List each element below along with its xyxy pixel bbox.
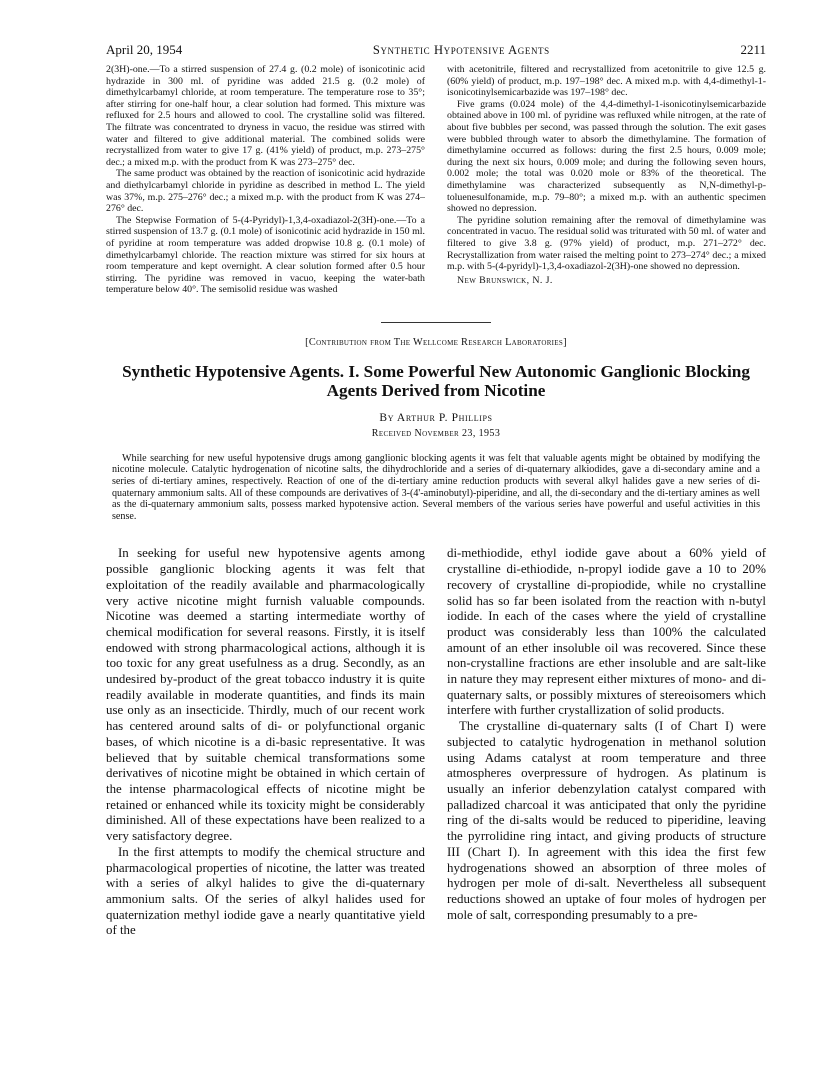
section-divider	[381, 322, 491, 323]
contribution-line: [Contribution from The Wellcome Research Laboratories]	[305, 336, 567, 348]
paragraph: di-methiodide, ethyl iodide gave about a 60% yield of crystalline di-ethiodide, n-propyl iodide gave a 10 to 20% recovery of crystalline di-propiodide, while no crystalline solid has so far been isolated from the reaction with n-butyl iodide. In each of the cases where the yield of crystalline product was considerably less than 100% the calculated amount of an ether insoluble oil was recovered. Since these non-crystalline fractions are ether insoluble and are salt-like in nature they may represent either mixtures of mono- and di-quaternary salts, or possibly mixtures of stereoisomers which interfere with further crystallization of solid products.	[447, 546, 766, 718]
abstract: While searching for new useful hypotensive drugs among ganglionic blocking agents it was felt that valuable agents might be obtained by modifying the nicotine molecule. Catalytic hydrogenation of nicotine salts, the dihydrochloride and a series of di-quaternary alkiodides, gave a di-secondary amine and a series of di-tertiary amines, respectively. Reaction of one of the di-tertiary amine reduction products with several alkyl halides gave a new series of di-quaternary ammonium salts. All of these compounds are derivatives of 3-(4'-aminobutyl)-piperidine, and all, the di-secondary and the di-tertiary amines as well as the di-quaternary ammonium salts, possess marked hypotensive action. Several members of the various series have powerful and useful activities in this sense.	[112, 452, 760, 522]
paragraph: 2(3H)-one.—To a stirred suspension of 27.4 g. (0.2 mole) of isonicotinic acid hydrazide in 300 ml. of pyridine was added 21.5 g. (0.2 mole) of dimethylcarbamyl chloride, at room temperature. The temperature rose to 35°; after stirring for one-half hour, a clear solution had formed. This mixture was refluxed for 2.5 hours and allowed to cool. The crystalline solid was filtered. The filtrate was concentrated to dryness in vacuo, the residue was stirred with water and filtered to give additional material. The combined solids were recrystallized from water to give 17 g. (41% yield) of product, m.p. 273–275° dec.; a mixed m.p. with the product from K was 273–275° dec.	[106, 64, 425, 168]
header-title: Synthetic Hypotensive Agents	[372, 43, 550, 57]
location-signature: New Brunswick, N. J.	[457, 274, 553, 286]
body-left-column	[106, 546, 425, 939]
received-date: Received November 23, 1953	[371, 427, 501, 439]
article-body	[106, 546, 766, 939]
paragraph: The Stepwise Formation of 5-(4-Pyridyl)-1,3,4-oxadiazol-2(3H)-one.—To a stirred suspension of 13.7 g. (0.1 mole) of isonicotinic acid hydrazide in 150 ml. of pyridine at room temperature was added dropwise 10.8 g. (0.1 mole) of dimethylcarbamyl chloride. The reaction mixture was stirred for six hours at room temperature and kept overnight. A clear solution formed after 0.5 hour stirring. The pyridine was removed in vacuo, keeping the water-bath temperature below 40°. The semisolid residue was washed	[106, 214, 425, 296]
paragraph: The crystalline di-quaternary salts (I of Chart I) were subjected to catalytic hydrogenation in methanol solution using Adams catalyst at room temperature and three atmospheres overpressure of hydrogen. As platinum is usually an inferior debenzylation catalyst compared with palladized charcoal it was anticipated that only the pyridine ring of the di-salts would be reduced to piperidine, leaving the pyrrolidine ring intact, and giving products of structure III (Chart I). In agreement with this idea the first few hydrogenations showed an absorption of three moles of hydrogen per mole of di-salt. Nevertheless all subsequent reductions showed an uptake of four moles of hydrogen per mole of salt, corresponding presumably to a pre-	[447, 719, 766, 922]
experimental-right-column	[447, 64, 766, 296]
running-header	[106, 42, 766, 64]
body-right-column	[447, 546, 766, 939]
paragraph: with acetonitrile, filtered and recrystallized from acetonitrile to give 12.5 g. (60% yield) of product, m.p. 197–198° dec. A mixed m.p. with 4,4-dimethyl-1-isonicotinylsemicarbazide was 197–198° dec.	[447, 64, 766, 99]
paragraph: The pyridine solution remaining after the removal of dimethylamine was concentrated in vacuo. The residual solid was triturated with 50 ml. of water and filtered to give 3.8 g. (97% yield) of product, m.p. 271–272° dec. Recrystallization from water raised the melting point to 273–274° dec.; a mixed m.p. with 5-(4-pyridyl)-1,3,4-oxadiazol-2(3H)-one showed no depression.	[447, 214, 766, 273]
header-date: April 20, 1954	[106, 42, 183, 57]
paragraph: Five grams (0.024 mole) of the 4,4-dimethyl-1-isonicotinylsemicarbazide obtained above in 100 ml. of pyridine was refluxed while nitrogen, at the rate of about five bubbles per second, was passed through the solution. The exit gases were bubbled through water to absorb the dimethylamine. The formation of dimethylamine occurred as follows: during the first 2.5 hours, 0.009 mole; during the next six hours, 0.009 mole; and during the following seven hours, 0.002 mole; the total was 0.020 mole or 83% of the theoretical. The dimethylamine was characterized subsequently as N,N-dimethyl-p-toluenesulfonamide, m.p. 79–80°; a mixed m.p. with an authentic specimen showed no depression.	[447, 98, 766, 215]
experimental-left-column	[106, 64, 425, 296]
article-title: Synthetic Hypotensive Agents. I. Some Powerful New Autonomic Ganglionic Blocking Agents Derived from Nicotine	[122, 361, 750, 400]
paragraph: The same product was obtained by the reaction of isonicotinic acid hydrazide and diethylcarbamyl chloride in pyridine as described in method L. The yield was 37%, m.p. 275–276° dec.; a mixed m.p. with the product from K was 274–276° dec.	[106, 168, 425, 215]
paragraph: In the first attempts to modify the chemical structure and pharmacological properties of nicotine, the latter was treated with a series of alkyl halides to give the di-quaternary ammonium salts. Of the series of alkyl halides used for quaternization methyl iodide gave a nearly quantitative yield of the	[106, 844, 425, 938]
header-page-number: 2211	[740, 42, 766, 57]
paragraph: In seeking for useful new hypotensive agents among possible ganglionic blocking agents it was felt that exploitation of the readily available and pharmacologically very active nicotine might furnish valuable compounds. Nicotine was deemed a starting intermediate worthy of chemical modification for several reasons. Firstly, it is itself endowed with strong pharmacological actions, although it is too toxic for any great usefulness as a drug. Secondly, as an undesired by-product of the great tobacco industry it is quite readily available in moderate quantities, and finds its main use only as an insecticide. Thirdly, much of our recent work has centered around salts of di- or polyfunctional organic bases, of which nicotine is a di-basic representative. It was believed that by suitable chemical transformations some derivatives of nicotine might be obtained in which certain of the intense pharmacological effects of nicotine might be retained or enhanced while its toxicity might be considerably diminished. All of these expectations have been realized to a very satisfactory degree.	[106, 546, 425, 844]
experimental-section	[106, 64, 766, 296]
author-line: By Arthur P. Phillips	[379, 411, 493, 424]
